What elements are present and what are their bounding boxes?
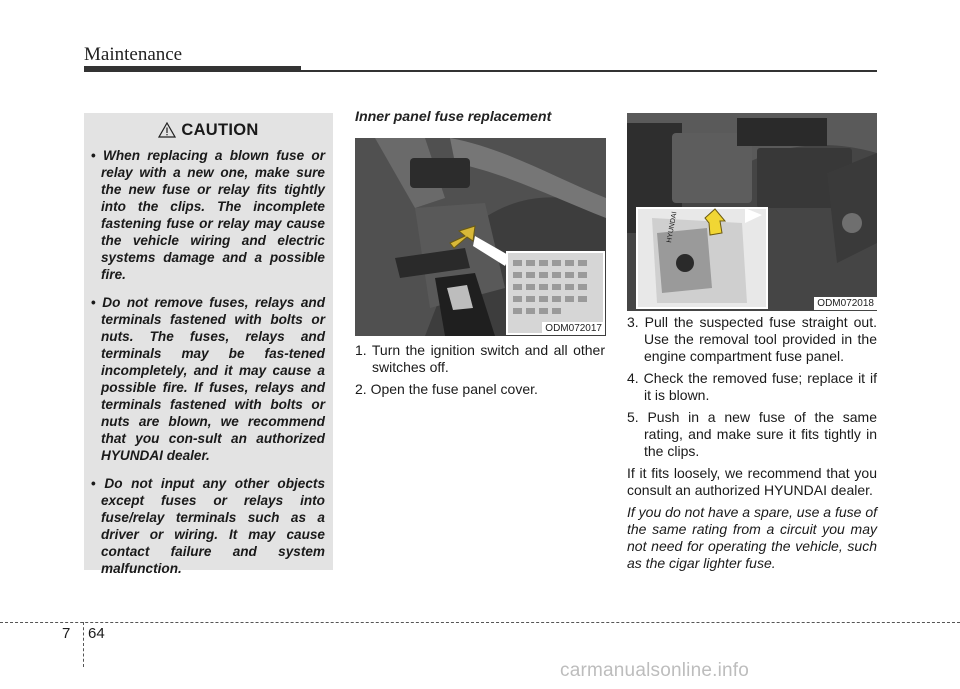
caution-box — [84, 113, 333, 576]
caution-item: • Do not input any other objects except fuses or relays into fuse/relay terminals such as a driver or wiring. It may cause contact failure and system malfunction. — [91, 476, 326, 576]
step-item: 5. Push in a new fuse of the same rating, and make sure it fits tightly in the clips. — [627, 409, 877, 459]
warning-triangle-icon — [158, 122, 176, 138]
photo-code: ODM072018 — [814, 297, 877, 310]
body-paragraph: If it fits loosely, we recommend that you consult an authorized HYUNDAI dealer. — [627, 465, 877, 498]
header-bar — [84, 66, 301, 72]
caution-item: • When replacing a blown fuse or relay with a new one, make sure the new fuse or relay fits tightly into the clips. The incomplete fastening fuse or relay may cause the vehicle wiring and electric systems damage and a possible fire. — [91, 148, 326, 282]
note-paragraph: If you do not have a spare, use a fuse of the same rating from a circuit you may not need for operating the vehicle, such as the cigar lighter fuse. — [627, 504, 877, 571]
step-item: 1. Turn the ignition switch and all other switches off. — [355, 342, 605, 375]
tool-label-text: HYUNDAI — [666, 211, 679, 244]
page-number: 64 — [88, 625, 105, 642]
step-item: 4. Check the removed fuse; replace it if it is blown. — [627, 370, 877, 403]
fuse-panel-illustration — [355, 138, 606, 336]
section-title: Inner panel fuse replacement — [355, 109, 552, 125]
engine-fuse-illustration — [627, 113, 877, 311]
watermark: carmanualsonline.info — [560, 660, 750, 681]
caution-item: • Do not remove fuses, relays and terminals fastened with bolts or nuts. The fuses, relays and terminals may be fas-tened incompletely, and it may cause a possible fire. If fuses, relays and terminals fastened with bolts or nuts are blown, we recommend that you con-sult an authorized HYUNDAI dealer. — [91, 295, 326, 463]
steps-left — [355, 342, 605, 403]
footer-divider — [83, 622, 84, 667]
step-item: 3. Pull the suspected fuse straight out. Use the removal tool provided in the engine compartment fuse panel. — [627, 314, 877, 364]
header-rule — [301, 70, 877, 72]
caution-heading — [84, 121, 333, 140]
step-item: 2. Open the fuse panel cover. — [355, 381, 538, 397]
page-header-title: Maintenance — [84, 44, 183, 65]
steps-right — [627, 314, 877, 577]
caution-list — [84, 147, 333, 588]
fuse-panel-photo — [355, 138, 606, 336]
chapter-number: 7 — [62, 625, 71, 642]
photo-code: ODM072017 — [542, 322, 605, 335]
engine-compartment-photo — [627, 113, 877, 311]
footer-rule — [0, 622, 960, 623]
caution-title: CAUTION — [181, 121, 259, 139]
